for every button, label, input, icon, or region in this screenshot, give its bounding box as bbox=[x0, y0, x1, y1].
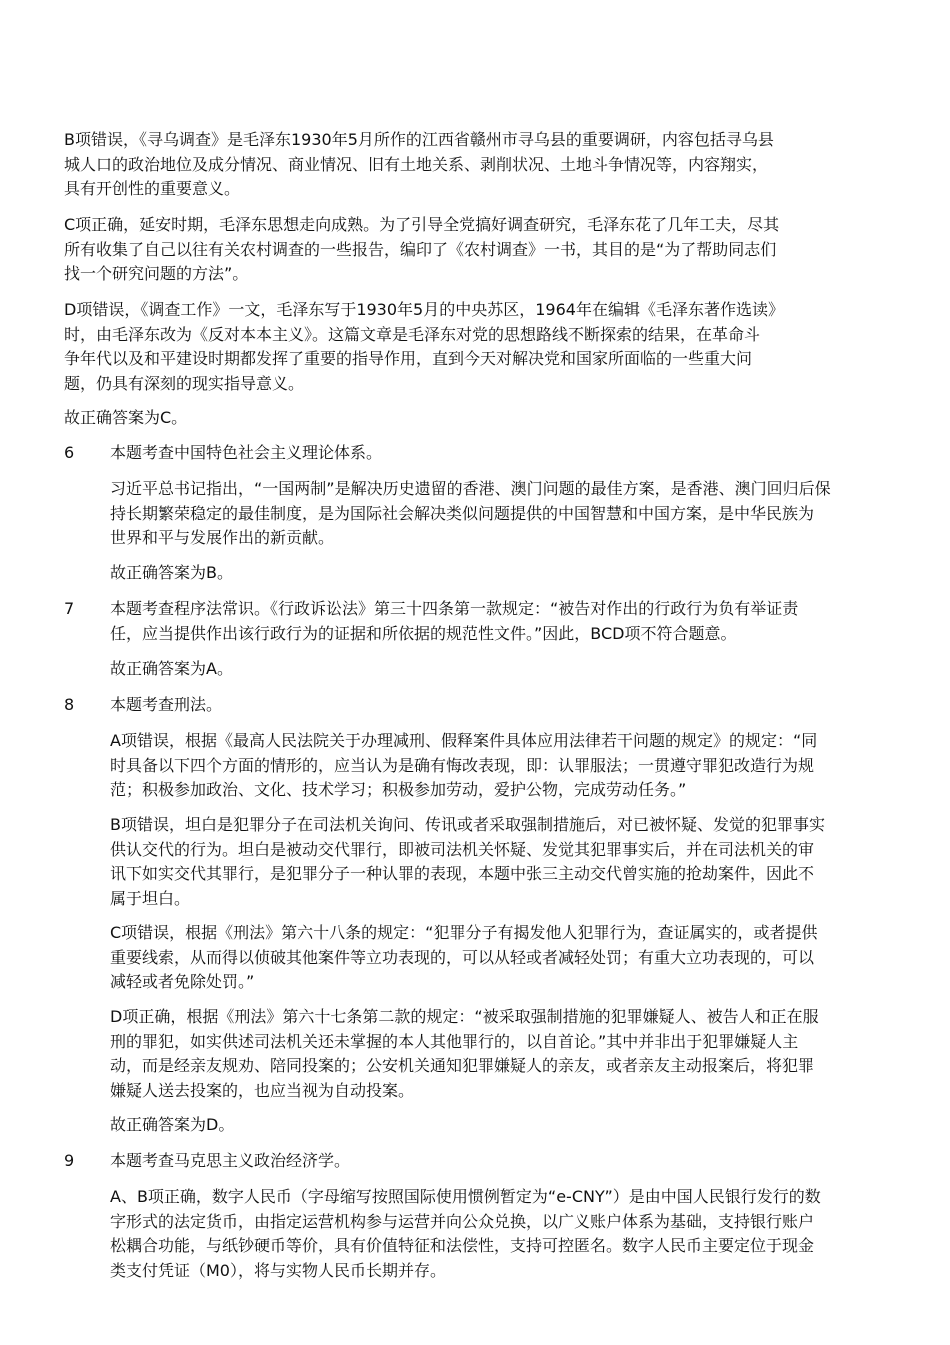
text-line: 争年代以及和平建设时期都发挥了重要的指导作用，直到今天对解决党和国家所面临的一些重大问 bbox=[64, 349, 753, 368]
paragraph-d-item bbox=[64, 298, 824, 396]
text-line: 找一个研究问题的方法”。 bbox=[64, 264, 249, 283]
text-line: A、B项正确，数字人民币（字母缩写按照国际使用惯例暂定为“e-CNY”）是由中国人民银行发行的数 bbox=[110, 1187, 821, 1206]
text-line: A项错误，根据《最高人民法院关于办理减刑、假释案件具体应用法律若干问题的规定》的规定：“同 bbox=[110, 731, 818, 750]
answer-text: 故正确答案为D。 bbox=[110, 1115, 235, 1134]
answer-text: 故正确答案为C。 bbox=[64, 408, 188, 427]
text-line: 时具备以下四个方面的情形的，应当认为是确有悔改表现，即：认罪服法；一贯遵守罪犯改造行为规 bbox=[110, 755, 815, 775]
text-line: 持长期繁荣稳定的最佳制度，是为国际社会解决类似问题提供的中国智慧和中国方案，是中华民族为 bbox=[110, 503, 815, 523]
text-line: 世界和平与发展作出的新贡献。 bbox=[110, 528, 335, 547]
text-line: 减轻或者免除处罚。” bbox=[110, 972, 255, 991]
text-line: 范；积极参加政治、文化、技术学习；积极参加劳动，爱护公物，完成劳动任务。” bbox=[110, 780, 687, 799]
question-number-6: 6 bbox=[64, 443, 75, 462]
text-line: 动，而是经亲友规劝、陪同投案的；公安机关通知犯罪嫌疑人的亲友，或者亲友主动报案后，将犯罪 bbox=[110, 1056, 815, 1075]
paragraph-q8-a bbox=[110, 729, 862, 803]
question-title-7 bbox=[110, 597, 862, 646]
text-line: 类支付凭证（M0），将与实物人民币长期并存。 bbox=[110, 1260, 446, 1280]
paragraph-c-item bbox=[64, 213, 824, 287]
question-number-9: 9 bbox=[64, 1151, 75, 1170]
paragraph-q8-c bbox=[110, 921, 862, 995]
text-line: 时，由毛泽东改为《反对本本主义》。这篇文章是毛泽东对党的思想路线不断探索的结果，在革命斗 bbox=[64, 324, 761, 344]
text-line: 供认交代的行为。坦白是被动交代罪行，即被司法机关怀疑、发觉其犯罪事实后，并在司法机关的审 bbox=[110, 839, 815, 859]
paragraph-q6-body bbox=[110, 477, 862, 551]
paragraph-q8-d bbox=[110, 1005, 862, 1103]
answer-8 bbox=[110, 1113, 862, 1138]
answer-5 bbox=[64, 406, 824, 431]
text-line: 嫌疑人送去投案的，也应当视为自动投案。 bbox=[110, 1080, 415, 1100]
text-line: 讯下如实交代其罪行，是犯罪分子一种认罪的表现，本题中张三主动交代曾实施的抢劫案件，因此不 bbox=[110, 864, 815, 883]
paragraph-q8-b bbox=[110, 813, 862, 911]
text-line: 习近平总书记指出，“一国两制”是解决历史遗留的香港、澳门问题的最佳方案，是香港、澳门回归后保 bbox=[110, 479, 831, 498]
question-number-8: 8 bbox=[64, 695, 75, 714]
paragraph-q9-ab bbox=[110, 1185, 862, 1283]
text-line: 字形式的法定货币，由指定运营机构参与运营并向公众兑换，以广义账户体系为基础，支持银行账户 bbox=[110, 1211, 815, 1231]
text-line: 刑的罪犯，如实供述司法机关还未掌握的本人其他罪行的，以自首论。”其中并非出于犯罪嫌疑人主 bbox=[110, 1031, 799, 1051]
text-line: B项错误，坦白是犯罪分子在司法机关询问、传讯或者采取强制措施后，对已被怀疑、发觉的犯罪事实 bbox=[110, 815, 825, 834]
text-line: 重要线索，从而得以侦破其他案件等立功表现的，可以从轻或者减轻处罚；有重大立功表现的，可以 bbox=[110, 947, 815, 967]
text-line: B项错误，《寻乌调查》是毛泽东1930年5月所作的江西省赣州市寻乌县的重要调研，内容包括寻乌县 bbox=[64, 130, 774, 149]
question-title-6: 本题考查中国特色社会主义理论体系。 bbox=[110, 443, 383, 462]
answer-text: 故正确答案为B。 bbox=[110, 563, 233, 582]
text-line: 具有开创性的重要意义。 bbox=[64, 179, 241, 198]
answer-6 bbox=[110, 561, 862, 586]
text-line: D项正确，根据《刑法》第六十七条第二款的规定：“被采取强制措施的犯罪嫌疑人、被告人和正在服 bbox=[110, 1007, 819, 1026]
text-line: 松耦合功能，与纸钞硬币等价，具有价值特征和法偿性，支持可控匿名。数字人民币主要定位于现金 bbox=[110, 1236, 815, 1255]
question-title-8: 本题考查刑法。 bbox=[110, 695, 223, 714]
text-line: 属于坦白。 bbox=[110, 888, 191, 908]
text-line: 本题考查程序法常识。《行政诉讼法》第三十四条第一款规定：“被告对作出的行政行为负有举证责 bbox=[110, 599, 799, 618]
answer-text: 故正确答案为A。 bbox=[110, 659, 233, 678]
text-line: 任，应当提供作出该行政行为的证据和所依据的规范性文件。”因此，BCD项不符合题意。 bbox=[110, 623, 737, 643]
text-line: 题，仍具有深刻的现实指导意义。 bbox=[64, 373, 305, 393]
text-line: C项正确，延安时期，毛泽东思想走向成熟。为了引导全党搞好调查研究，毛泽东花了几年工夫，尽其 bbox=[64, 215, 780, 234]
text-line: D项错误，《调查工作》一文，毛泽东写于1930年5月的中央苏区，1964年在编辑《毛泽东著作选读》 bbox=[64, 300, 784, 319]
paragraph-b-item bbox=[64, 128, 824, 202]
question-number-7: 7 bbox=[64, 599, 75, 618]
text-line: 城人口的政治地位及成分情况、商业情况、旧有土地关系、剥削状况、土地斗争情况等，内容翔实， bbox=[64, 154, 769, 174]
answer-7 bbox=[110, 657, 862, 682]
question-title-9: 本题考查马克思主义政治经济学。 bbox=[110, 1151, 351, 1170]
text-line: C项错误，根据《刑法》第六十八条的规定：“犯罪分子有揭发他人犯罪行为，查证属实的，或者提供 bbox=[110, 923, 818, 942]
text-line: 所有收集了自己以往有关农村调查的一些报告，编印了《农村调查》一书，其目的是“为了帮助同志们 bbox=[64, 239, 777, 259]
